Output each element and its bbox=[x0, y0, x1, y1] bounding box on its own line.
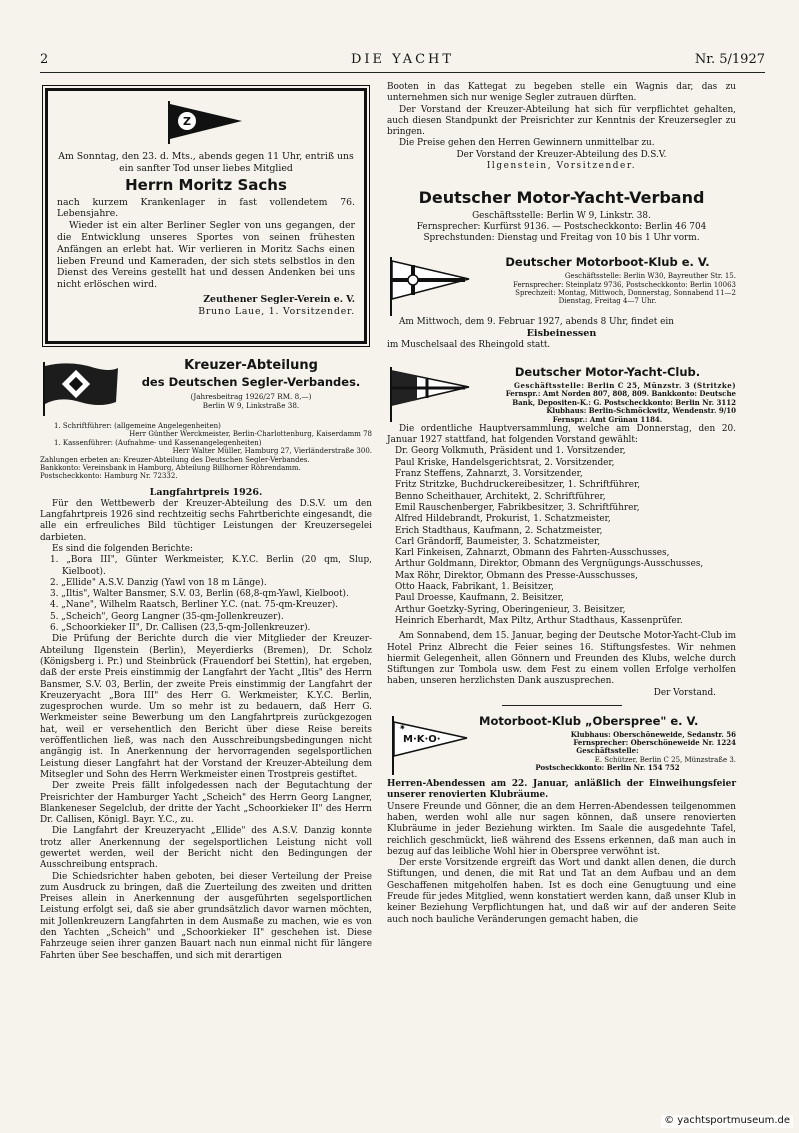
list-item: Max Röhr, Direktor, Obmann des Presse-Ausschusses, bbox=[395, 570, 638, 581]
dmyc-line: Fernspr.: Amt Norden 807, 808, 809. Bankkonto: Deutsche bbox=[505, 389, 736, 399]
mko-headline: Herren-Abendessen am 22. Januar, anläßlich der Einweihungsfeier unserer renovierten Klubräume. bbox=[387, 779, 736, 801]
list-item: Erich Stadthaus, Kaufmann, 2. Schatzmeister, bbox=[395, 525, 603, 536]
dmk-line: Fernsprecher: Steinplatz 9736, Postscheckkonto: Berlin 10063 bbox=[513, 280, 736, 289]
dmyc-line: Geschäftsstelle: Berlin C 25, Münzstr. 3 (Stritzke) bbox=[514, 380, 736, 390]
dmk-section bbox=[387, 255, 736, 352]
list-item: Alfred Hildebrandt, Prokurist, 1. Schatzmeister, bbox=[395, 514, 611, 525]
page-number: 2 bbox=[40, 52, 49, 67]
kreuzer-address: Berlin W 9, Linkstraße 38. bbox=[202, 400, 300, 410]
dmyv-line: Fernsprecher: Kurfürst 9136. — Postscheckkonto: Berlin 46 704 bbox=[416, 221, 707, 232]
mko-para1: Unsere Freunde und Gönner, die an dem Herren-Abendessen teilgenommen haben, werden wohl alle nur sagen können, daß unsere renovierten Klubräume in jeder Beziehung wirkten. Im Saale die ausgedehnte Tafel, reichlich geschmückt, ließ während des Essens erkennen, daß man auch in bezug auf das leibliche Wohl hier in Oberspree verwöhnt ist. bbox=[387, 801, 736, 857]
dmk-line: Sprechzeit: Montag, Mittwoch, Donnerstag, Sonnabend 11—2 bbox=[515, 288, 736, 297]
dmk-burgee-icon bbox=[387, 255, 471, 317]
continued-para3: Die Preise gehen den Herren Gewinnern unmittelbar zu. bbox=[399, 138, 655, 149]
club-burgee-icon bbox=[166, 99, 246, 145]
officer-line: Herr Günther Werckmeister, Berlin-Charlottenburg, Kaiserdamm 78 bbox=[129, 430, 372, 439]
dmyv-title: Deutscher Motor-Yacht-Verband bbox=[418, 188, 705, 208]
dmyv-line: Sprechstunden: Dienstag und Freitag von 10 bis 1 Uhr vorm. bbox=[423, 233, 700, 244]
dmk-header bbox=[387, 255, 736, 317]
dmk-notice2: Eisbeinessen bbox=[526, 327, 597, 339]
dmk-notice3: im Muschelsaal des Rheingold statt. bbox=[387, 340, 551, 351]
dmyc-section bbox=[387, 365, 736, 699]
dmyc-para: Am Sonnabend, dem 15. Januar, beging der Deutsche Motor-Yacht-Club im Hotel Prinz Albrecht die Feier seines 16. Stiftungsfestes. Wir nehmen hiermit Gelegenheit, allen Gönnern und Freunden des Klubs, welche durch Stiftungen zur Tombola usw. dem Fest zu einem vollen Erfolge verholfen haben, unseren herzlichsten Dank auszusprechen. bbox=[387, 631, 736, 687]
list-item: Carl Grändorff, Baumeister, 3. Schatzmeister, bbox=[395, 536, 601, 547]
prize-intro: Für den Wettbewerb der Kreuzer-Abteilung des D.S.V. um den Langfahrtpreis 1926 sind rechtzeitig sechs Fahrtberichte eingesandt, die alle ein erfreuliches Bild tüchtiger Leistungen der Kreuzersegelei darbieten. bbox=[40, 498, 372, 543]
prize-title: Langfahrtpreis 1926. bbox=[149, 486, 263, 498]
dmk-line: Dienstag, Freitag 4—7 Uhr. bbox=[558, 297, 657, 306]
mko-line: Postscheckkonto: Berlin Nr. 154 752 bbox=[535, 763, 680, 773]
list-item: Otto Haack, Fabrikant, 1. Beisitzer, bbox=[395, 582, 554, 593]
list-item: 4. „Nane", Wilhelm Raatsch, Berliner Y.C. (nat. 75-qm-Kreuzer). bbox=[50, 600, 338, 611]
list-item: Franz Steffens, Zahnarzt, 3. Vorsitzender, bbox=[395, 469, 583, 480]
list-item: Paul Droesse, Kaufmann, 2. Beisitzer, bbox=[395, 593, 564, 604]
right-column bbox=[387, 82, 736, 926]
list-item: Arthur Goetzky-Syring, Oberingenieur, 3. Beisitzer, bbox=[395, 604, 626, 615]
dmyc-header bbox=[387, 365, 736, 424]
list-item: 1. „Bora III", Günter Werkmeister, K.Y.C. Berlin (20 qm, Slup, Kielboot). bbox=[50, 555, 372, 577]
kreuzer-flag-icon bbox=[40, 358, 122, 418]
continued-sign2: Ilgenstein, Vorsitzender. bbox=[486, 161, 637, 172]
dmyc-burgee-icon bbox=[387, 365, 471, 423]
list-item: Emil Rauschenberger, Fabrikbesitzer, 3. Schriftführer, bbox=[395, 502, 640, 513]
mko-flag-text: M·K·O· bbox=[403, 734, 441, 746]
dmyc-title: Deutscher Motor-Yacht-Club. bbox=[514, 365, 701, 380]
dmyc-sign: Der Vorstand. bbox=[653, 687, 716, 698]
list-item: 2. „Ellide" A.S.V. Danzig (Yawl von 18 m Länge). bbox=[50, 577, 267, 588]
left-column bbox=[40, 82, 372, 962]
obituary-intro: Am Sonntag, den 23. d. Mts., abends gegen 11 Uhr, entriß uns ein sanfter Tod unser liebes Mitglied bbox=[58, 151, 354, 174]
dmyc-members bbox=[387, 446, 736, 627]
mko-header bbox=[387, 714, 736, 776]
continued-para1: Booten in das Kattegat zu begeben stelle ein Wagnis dar, das zu unternehmen sich nur wenige Segler zutrauen dürften. bbox=[387, 82, 736, 104]
list-item: 3. „Iltis", Walter Bansmer, S.V. 03, Berlin (68,8-qm-Yawl, Kielboot). bbox=[50, 589, 349, 600]
list-item: 5. „Scheich", Georg Langner (35-qm-Jollenkreuzer). bbox=[50, 611, 284, 622]
mko-line: Fernsprecher: Oberschöneweide Nr. 1224 bbox=[573, 738, 736, 747]
list-item: 6. „Schoorkieker II", Dr. Callisen (23,5-qm-Jollenkreuzer). bbox=[50, 623, 311, 634]
kreuzer-para4: Die Schiedsrichter haben geboten, bei dieser Verteilung der Preise zum Ausdruck zu bringen, daß die Zuerteilung des zweiten und dritten Preises allein in Anerkennung der ausgeführten segelsportlichen Leistung erfolgt sei, daß sie aber grundsätzlich davor warnen möchten, mit Jollenkreuzern Langfahrten in dem Ausmaße zu machen, wie es von den Yachten „Scheich" und „Schoorkieker II" geschehen ist. Diese Fahrzeuge seien ihrer ganzen Bauart nach nun einmal nicht für längere Fahrten über See beschaffen, und sich mit derartigen bbox=[40, 871, 372, 961]
kreuzer-header bbox=[40, 358, 372, 418]
watermark: © yachtsportmuseum.de bbox=[661, 1115, 793, 1128]
dmyc-line: Klubhaus: Berlin-Schmöckwitz, Wendenstr. 9/10 bbox=[546, 406, 736, 416]
kreuzer-para3: Die Langfahrt der Kreuzeryacht „Ellide" des A.S.V. Danzig konnte trotz aller Anerkennung der segelsportlichen Leistung nicht voll gewertet werden, weil der Bericht nicht den Bedingungen der Ausschreibung entsprach. bbox=[40, 826, 372, 871]
dmyv-line: Geschäftsstelle: Berlin W 9, Linkstr. 38. bbox=[472, 210, 651, 221]
kreuzer-officers bbox=[40, 422, 372, 481]
obituary-name: Herrn Moritz Sachs bbox=[125, 175, 287, 194]
reports-list bbox=[40, 555, 372, 634]
magazine-title: DIE YACHT bbox=[350, 52, 455, 67]
continued-para2: Der Vorstand der Kreuzer-Abteilung hat sich für verpflichtet gehalten, auch diesen Standpunkt der Preisrichter zur Kenntnis der Kreuzersegler zu bringen. bbox=[387, 104, 736, 138]
dmk-title: Deutscher Motorboot-Klub e. V. bbox=[505, 254, 710, 269]
kreuzer-title: Kreuzer-Abteilung bbox=[184, 358, 318, 373]
obituary-text2: Wieder ist ein alter Berliner Segler von uns gegangen, der die Entwicklung unseres Sportes von seinen frühesten Anfängen an erlebt hat. Wir verlieren in Moritz Sachs einen lieben Freund und Kameraden, der sich stets selbstlos in den Dienst des Vereins gestellt hat und dessen Andenken bei uns nicht erlöschen wird. bbox=[57, 220, 355, 291]
mko-section bbox=[387, 714, 736, 926]
kreuzer-section bbox=[40, 358, 372, 962]
obituary-text: nach kurzem Krankenlager in fast vollendetem 76. Lebensjahre. bbox=[57, 196, 355, 220]
officer-line: Bankkonto: Vereinsbank in Hamburg, Abteilung Billhorner Röhrendamm. bbox=[40, 463, 301, 472]
list-item: Dr. Georg Volkmuth, Präsident und 1. Vorsitzender, bbox=[395, 446, 626, 457]
mko-title: Motorboot-Klub „Oberspree" e. V. bbox=[479, 714, 699, 729]
kreuzer-fee: (Jahresbeitrag 1926/27 RM. 8,—) bbox=[190, 392, 312, 402]
continued-sign1: Der Vorstand der Kreuzer-Abteilung des D.S.V. bbox=[456, 149, 667, 160]
svg-text:✷: ✷ bbox=[399, 723, 406, 733]
header-rule bbox=[40, 72, 765, 73]
officer-line: 1. Schriftführer: (allgemeine Angelegenheiten) bbox=[54, 422, 221, 430]
section-divider bbox=[502, 705, 622, 706]
list-item: Arthur Goldmann, Direktor, Obmann des Vergnügungs-Ausschusses, bbox=[395, 559, 704, 570]
list-item: Paul Kriske, Handelsgerichtsrat, 2. Vorsitzender, bbox=[395, 457, 615, 468]
page-header bbox=[40, 52, 765, 70]
list-item: Karl Finkeisen, Zahnarzt, Obmann des Fahrten-Ausschusses, bbox=[395, 548, 670, 559]
list-item: Heinrich Eberhardt, Max Piltz, Arthur Stadthaus, Kassenprüfer. bbox=[395, 615, 683, 626]
mko-para2: Der erste Vorsitzende ergreift das Wort und dankt allen denen, die durch Stiftungen, und denen, die mit Rat und Tat an dem Aufbau und an dem Geschaffenen mitgeholfen haben. Ist es doch eine Genugtuung und eine Freude für jedes Mitglied, wenn konstatiert werden kann, daß unser Klub in keiner Beziehung Verpflichtungen hat, und daß wir auf der anderen Seite auch noch bauliche Veränderungen gemacht haben, die bbox=[387, 858, 736, 925]
dmk-notice1: Am Mittwoch, dem 9. Februar 1927, abends 8 Uhr, findet ein bbox=[399, 316, 674, 327]
dmk-line: Geschäftsstelle: Berlin W30, Bayreuther Str. 15. bbox=[564, 272, 736, 281]
kreuzer-subtitle: des Deutschen Segler-Verbandes. bbox=[141, 374, 361, 389]
officer-line: Postscheckkonto: Hamburg Nr. 72332. bbox=[40, 472, 178, 481]
dmyv-section bbox=[387, 188, 736, 244]
officer-line: 1. Kassenführer: (Aufnahme- und Kassenangelegenheiten) bbox=[54, 438, 262, 447]
dmyc-intro: Die ordentliche Hauptversammlung, welche am Donnerstag, den 20. Januar 1927 stattfand, hat folgenden Vorstand gewählt: bbox=[387, 423, 736, 446]
dmyc-line: Bank, Depositen-K.: G. Postscheckkonto: Berlin Nr. 3112 bbox=[512, 397, 736, 407]
mko-line: Geschäftsstelle: bbox=[576, 746, 639, 756]
obituary-club: Zeuthener Segler-Verein e. V. bbox=[203, 294, 355, 306]
issue-number: Nr. 5/1927 bbox=[694, 52, 765, 67]
officer-line: Herr Walter Müller, Hamburg 27, Vierländerstraße 300. bbox=[172, 447, 372, 456]
kreuzer-para1: Die Prüfung der Berichte durch die vier Mitglieder der Kreuzer-Abteilung Ilgenstein (Berlin), Meyerdierks (Bremen), Dr. Scholz (Königsberg i. Pr.) und Steinbrück (Frauendorf bei Stettin), hat ergeben, daß der erste Preis einstimmig der Langfahrt der Yacht „Iltis" des Herrn Bansmer, S.V. 03, Berlin, der zweite Preis einstimmig der Langfahrt der Kreuzeryacht „Bora III" des Herr G. Werkmeister, K.Y.C. Berlin, zugesprochen wurde. Um so mehr ist zu bedauern, daß Herr G. Werkmeister seine Bewerbung um den Langfahrtpreis zurückgezogen hat, weil er versehentlich den Bericht über diese Reise bereits veröffentlichen ließ, was nach den Ausschreibungsbedingungen nicht angängig ist. In Anerkennung der hervorragenden segelsportlichen Leistung dieser Langfahrt hat der Vorstand der Kreuzer-Abteilung dem Mitsegler und Sohn des Herrn Werkmeister einen Trostpreis gestiftet. bbox=[40, 634, 372, 780]
dmyc-line: Fernspr.: Amt Grünau 1184. bbox=[552, 414, 663, 424]
list-item: Benno Scheithauer, Architekt, 2. Schriftführer, bbox=[395, 491, 606, 502]
mko-line: E. Schützer, Berlin C 25, Münzstraße 3. bbox=[594, 755, 736, 764]
burgee-letter: Z bbox=[183, 115, 191, 128]
mko-line: Klubhaus: Oberschöneweide, Sedanstr. 56 bbox=[570, 729, 736, 739]
officer-line: Zahlungen erbeten an: Kreuzer-Abteilung des Deutschen Segler-Verbandes. bbox=[40, 455, 310, 464]
obituary-box bbox=[45, 88, 367, 344]
obituary-signer: Bruno Laue, 1. Vorsitzender. bbox=[198, 305, 355, 317]
kreuzer-para2: Der zweite Preis fällt infolgedessen nach der Begutachtung der Preisrichter der Hamburger Yacht „Scheich" des Herrn Georg Langner, Blankeneser Segelclub, der dritte der Yacht „Schoorkieker II" des Herrn Dr. Callisen, Königl. Bayr. Y.C., zu. bbox=[40, 781, 372, 826]
mko-burgee-icon bbox=[387, 714, 471, 776]
reports-intro: Es sind die folgenden Berichte: bbox=[52, 543, 193, 554]
list-item: Fritz Stritzke, Buchdruckereibesitzer, 1. Schriftführer, bbox=[395, 480, 641, 491]
